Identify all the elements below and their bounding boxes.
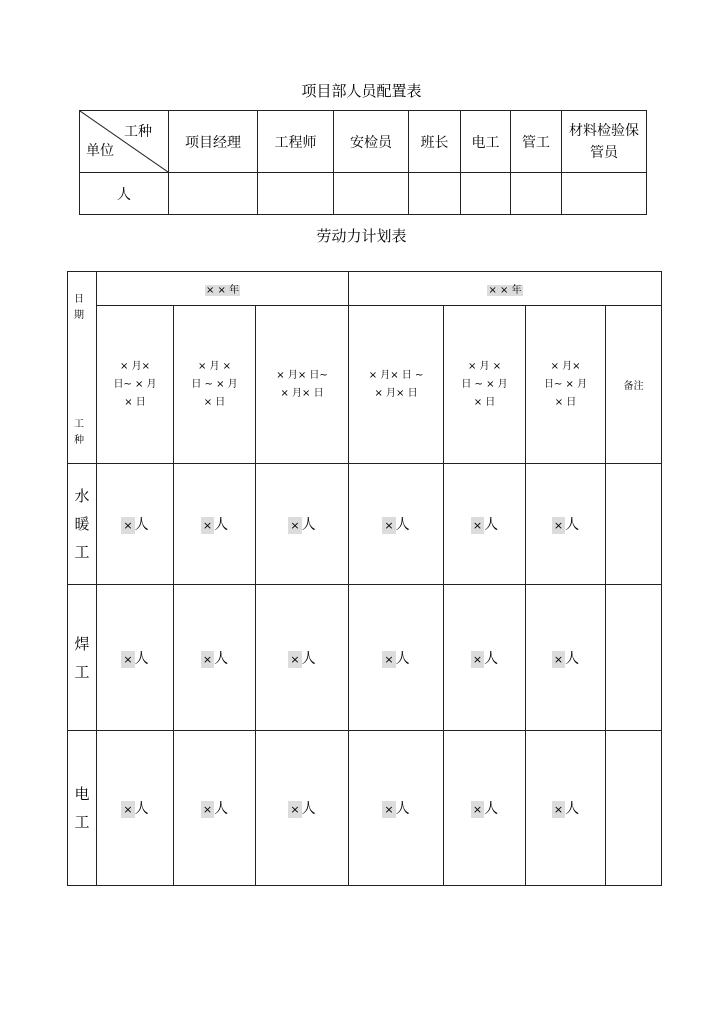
labor-plan-table [67,271,662,886]
period-header: × 月× 日~ × 月 × 日 [526,306,606,464]
value-cell [461,173,511,215]
trade-label-welder: 焊工 [68,585,97,731]
count-cell: × 人 [349,464,444,585]
column-header: 班长 [409,111,461,173]
column-header: 工程师 [258,111,334,173]
unit-cell: 人 [80,173,169,215]
count-cell: × 人 [97,731,174,886]
corner-label-trade: 工种 [124,124,152,140]
trade-label-plumber: 水暖工 [68,464,97,585]
staff-corner-cell [80,111,169,173]
count-cell: × 人 [349,585,444,731]
count-cell: × 人 [174,731,256,886]
value-cell [169,173,258,215]
count-cell: × 人 [256,464,349,585]
column-header: 管工 [511,111,562,173]
count-cell: × 人 [444,585,526,731]
column-header: 项目经理 [169,111,258,173]
column-header: 电工 [461,111,511,173]
corner-label-date: 日期 [74,294,84,321]
count-cell: × 人 [97,585,174,731]
value-cell [409,173,461,215]
remark-header: 备注 [606,306,662,464]
remark-cell [606,585,662,731]
trade-label-electrician: 电工 [68,731,97,886]
labor-table-title: 劳动力计划表 [316,227,407,245]
count-cell: × 人 [349,731,444,886]
count-cell: × 人 [526,585,606,731]
staff-table-title: 项目部人员配置表 [301,82,422,100]
count-cell: × 人 [174,464,256,585]
count-cell: × 人 [256,731,349,886]
value-cell [334,173,409,215]
value-cell [258,173,334,215]
count-cell: × 人 [174,585,256,731]
count-cell: × 人 [444,464,526,585]
remark-cell [606,464,662,585]
staff-config-table [79,110,647,215]
period-header: × 月× 日~ × 月 × 日 [97,306,174,464]
remark-cell [606,731,662,886]
value-cell [511,173,562,215]
period-header: × 月 × 日 ~ × 月 × 日 [444,306,526,464]
count-cell: × 人 [97,464,174,585]
period-header: × 月× 日~ × 月× 日 [256,306,349,464]
count-cell: × 人 [444,731,526,886]
column-header: 材料检验保管员 [562,111,647,173]
period-header: × 月 × 日 ~ × 月 × 日 [174,306,256,464]
count-cell: × 人 [526,731,606,886]
year-header: × × 年 [349,272,662,306]
count-cell: × 人 [256,585,349,731]
year-header: × × 年 [97,272,349,306]
column-header: 安检员 [334,111,409,173]
corner-label-unit: 单位 [86,143,114,159]
period-header: × 月× 日 ~ × 月× 日 [349,306,444,464]
labor-corner-cell [68,272,97,464]
count-cell: × 人 [526,464,606,585]
corner-label-trade: 工种 [74,419,84,446]
value-cell [562,173,647,215]
